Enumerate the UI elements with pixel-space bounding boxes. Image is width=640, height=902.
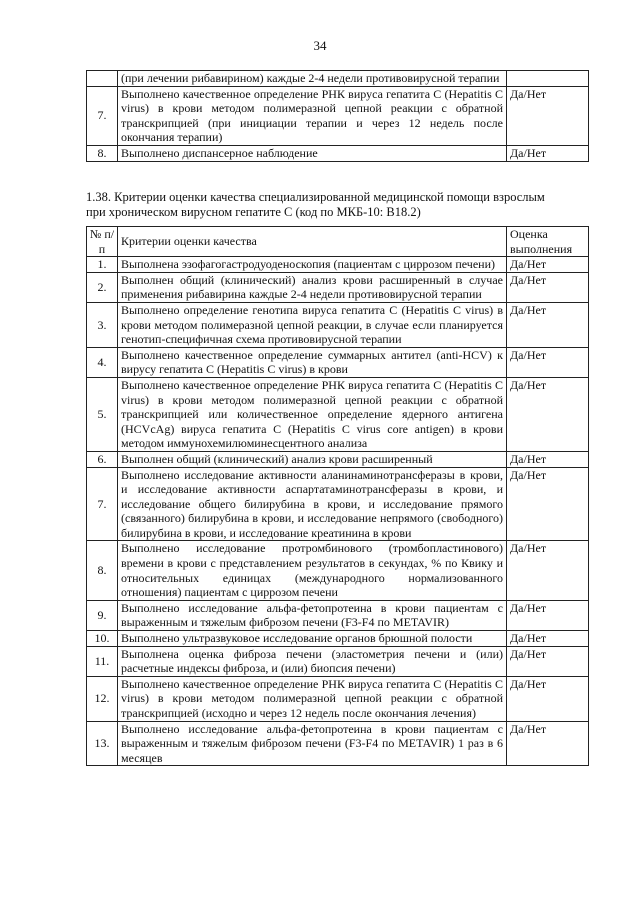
table-row — [87, 145, 589, 161]
answer-cell: Да/Нет — [507, 541, 589, 600]
row-number: 10. — [87, 631, 118, 647]
row-number: 8. — [87, 541, 118, 600]
table-row — [87, 272, 589, 302]
row-number: 1. — [87, 257, 118, 273]
criterion-text: Выполнено качественное определение РНК вируса гепатита С (Hepatitis C virus) в крови методом полимеразной цепной реакции с обратной транскрипцией (исходно и через 12 недель после окончания лечения) — [118, 676, 507, 721]
row-number: 3. — [87, 302, 118, 347]
section-title-line: 1.38. Критерии оценки качества специализированной медицинской помощи взрослым — [86, 190, 545, 204]
table-row — [87, 631, 589, 647]
header-number: № п/п — [87, 227, 118, 257]
table-row — [87, 676, 589, 721]
answer-cell: Да/Нет — [507, 86, 589, 145]
table-row — [87, 71, 589, 87]
answer-cell: Да/Нет — [507, 676, 589, 721]
row-number: 5. — [87, 377, 118, 451]
answer-cell: Да/Нет — [507, 631, 589, 647]
table-row — [87, 721, 589, 766]
row-number: 2. — [87, 272, 118, 302]
page-number: 34 — [313, 38, 327, 53]
answer-cell: Да/Нет — [507, 377, 589, 451]
criterion-text: (при лечении рибавирином) каждые 2-4 недели противовирусной терапии — [118, 71, 507, 87]
answer-cell: Да/Нет — [507, 272, 589, 302]
row-number: 11. — [87, 646, 118, 676]
row-number: 7. — [87, 86, 118, 145]
table-row — [87, 451, 589, 467]
row-number: 4. — [87, 347, 118, 377]
header-criterion: Критерии оценки качества — [118, 227, 507, 257]
answer-cell: Да/Нет — [507, 600, 589, 630]
criterion-text: Выполнена оценка фиброза печени (эластометрия печени и (или) расчетные индексы фиброза, и (или) биопсия печени) — [118, 646, 507, 676]
table-row — [87, 86, 589, 145]
section-title — [86, 190, 588, 220]
answer-cell: Да/Нет — [507, 257, 589, 273]
quality-criteria-table — [86, 226, 589, 766]
table-row — [87, 302, 589, 347]
criterion-text: Выполнена эзофагогастродуоденоскопия (пациентам с циррозом печени) — [118, 257, 507, 273]
row-number: 7. — [87, 467, 118, 541]
criterion-text: Выполнен общий (клинический) анализ крови расширенный — [118, 451, 507, 467]
row-number: 6. — [87, 451, 118, 467]
criterion-text: Выполнен общий (клинический) анализ крови расширенный в случае применения рибавирина каждые 2-4 недели противовирусной терапии — [118, 272, 507, 302]
answer-cell: Да/Нет — [507, 302, 589, 347]
answer-cell: Да/Нет — [507, 145, 589, 161]
answer-cell: Да/Нет — [507, 721, 589, 766]
row-number: 8. — [87, 145, 118, 161]
row-number: 9. — [87, 600, 118, 630]
criterion-text: Выполнено диспансерное наблюдение — [118, 145, 507, 161]
table-row — [87, 646, 589, 676]
answer-cell: Да/Нет — [507, 646, 589, 676]
criterion-text: Выполнено ультразвуковое исследование органов брюшной полости — [118, 631, 507, 647]
table-row — [87, 377, 589, 451]
answer-cell: Да/Нет — [507, 347, 589, 377]
table-row — [87, 541, 589, 600]
table-header-row — [87, 227, 589, 257]
criterion-text: Выполнено качественное определение РНК вируса гепатита С (Hepatitis C virus) в крови методом полимеразной цепной реакции с обратной транскрипцией (при инициации терапии и через 12 недель после окончания терапии) — [118, 86, 507, 145]
section-title-line: при хроническом вирусном гепатите С (код по МКБ-10: B18.2) — [86, 205, 421, 219]
criterion-text: Выполнено исследование протромбинового (тромбопластинового) времени в крови с представлением результатов в секундах, % по Квику и относительных единицах (международного нормализованного отношения) пациентам с циррозом печени — [118, 541, 507, 600]
answer-cell: Да/Нет — [507, 467, 589, 541]
table-row — [87, 600, 589, 630]
header-answer: Оценка выполнения — [507, 227, 589, 257]
table-row — [87, 257, 589, 273]
table-row — [87, 467, 589, 541]
answer-cell — [507, 71, 589, 87]
criterion-text: Выполнено качественное определение суммарных антител (anti-HCV) к вирусу гепатита С (Hepatitis C virus) в крови — [118, 347, 507, 377]
criterion-text: Выполнено качественное определение РНК вируса гепатита С (Hepatitis C virus) в крови методом полимеразной цепной реакции с обратной транскрипцией или количественное определение ядерного антигена (HCVcAg) вируса гепатита С (Hepatitis C virus core antigen) в крови методом иммунохемилюминесцентного анализа — [118, 377, 507, 451]
row-number: 13. — [87, 721, 118, 766]
top-criteria-table — [86, 70, 589, 162]
criterion-text: Выполнено исследование активности аланинаминотрансферазы в крови, и исследование активности аспартатаминотрансферазы в крови, и исследование общего билирубина в крови, и исследование прямого (связанного) билирубина в крови, и исследование непрямого (свободного) билирубина в крови, и исследование креатинина в крови — [118, 467, 507, 541]
criterion-text: Выполнено определение генотипа вируса гепатита С (Hepatitis C virus) в крови методом полимеразной цепной реакции, в случае если планируется генотип-специфичная схема противовирусной терапии — [118, 302, 507, 347]
row-number: 12. — [87, 676, 118, 721]
row-number — [87, 71, 118, 87]
criterion-text: Выполнено исследование альфа-фетопротеина в крови пациентам с выраженным и тяжелым фиброзом печени (F3-F4 по METAVIR) 1 раз в 6 месяцев — [118, 721, 507, 766]
table-row — [87, 347, 589, 377]
answer-cell: Да/Нет — [507, 451, 589, 467]
criterion-text: Выполнено исследование альфа-фетопротеина в крови пациентам с выраженным и тяжелым фиброзом печени (F3-F4 по METAVIR) — [118, 600, 507, 630]
